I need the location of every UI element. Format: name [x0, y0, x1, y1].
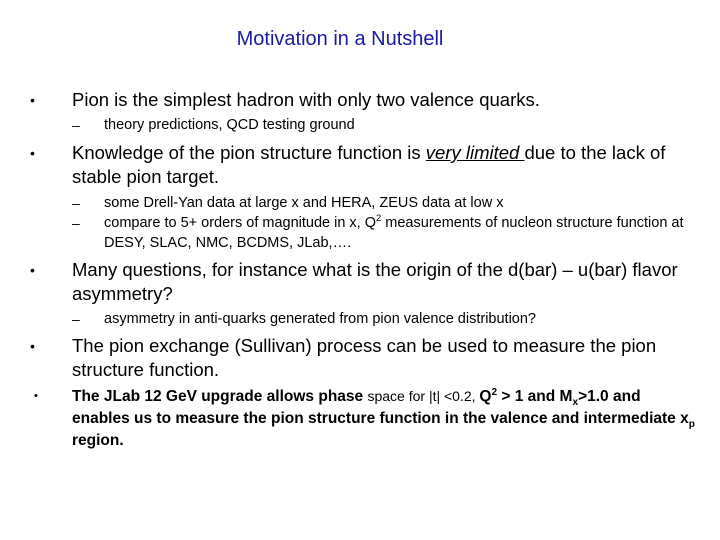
- bullet-3-sub-1-dash: –: [72, 311, 80, 327]
- bullet-5-mx-sub: x: [572, 397, 579, 409]
- bullet-2-text: [72, 141, 692, 189]
- bullet-5-xp-sub: p: [688, 419, 695, 431]
- bullet-2-marker: •: [30, 145, 35, 161]
- bullet-2-sub-2-dash: –: [72, 215, 80, 231]
- bullet-5-q2-sup: 2: [491, 386, 498, 398]
- bullet-1-sub-1-text: theory predictions, QCD testing ground: [104, 117, 355, 133]
- bullet-3-text: Many questions, for instance what is the origin of the d(bar) – u(bar) flavor asymmetry?: [72, 259, 678, 304]
- bullet-2-pre: Knowledge of the pion structure function is: [72, 142, 426, 163]
- bullet-3-marker: •: [30, 262, 35, 278]
- bullet-5-part-4: > 1 and M: [497, 388, 573, 405]
- bullet-4-marker: •: [30, 338, 35, 354]
- bullet-2-emphasis: very limited: [425, 142, 525, 163]
- bullet-2-sub-1-text: some Drell-Yan data at large x and HERA, ZEUS data at low x: [104, 195, 504, 211]
- bullet-2-sub-1-dash: –: [72, 195, 80, 211]
- bullet-2-sub-2-text: [104, 213, 704, 253]
- bullet-5-text: [72, 385, 702, 452]
- bullet-1-text: Pion is the simplest hadron with only two valence quarks.: [72, 89, 540, 110]
- bullet-1-sub-1-dash: –: [72, 117, 80, 133]
- bullet-2-sub-2-post: measurements of nucleon structure function at DESY, SLAC, NMC, BCDMS, JLab,….: [104, 215, 684, 251]
- bullet-2-post: due to the lack of stable pion target.: [72, 142, 666, 187]
- bullet-5-part-3: Q: [479, 388, 492, 405]
- bullet-5-part-6: region.: [72, 432, 124, 449]
- bullet-5-part-2: space for |t| <0.2,: [367, 388, 480, 404]
- bullet-2-sub-2-pre: compare to 5+ orders of magnitude in x, Q: [104, 215, 377, 231]
- bullet-1-marker: •: [30, 92, 35, 108]
- slide-title: Motivation in a Nutshell: [236, 28, 444, 50]
- bullet-5-part-1: The JLab 12 GeV upgrade allows phase: [72, 388, 368, 405]
- bullet-5-part-5: >1.0 and enables us to measure the pion structure function in the valence and intermediate x: [72, 388, 689, 427]
- bullet-5-marker: •: [34, 390, 38, 402]
- bullet-4-text: The pion exchange (Sullivan) process can be used to measure the pion structure function.: [72, 335, 657, 380]
- bullet-2-sub-2-sup: 2: [376, 212, 382, 224]
- bullet-3-sub-1-text: asymmetry in anti-quarks generated from pion valence distribution?: [104, 311, 536, 327]
